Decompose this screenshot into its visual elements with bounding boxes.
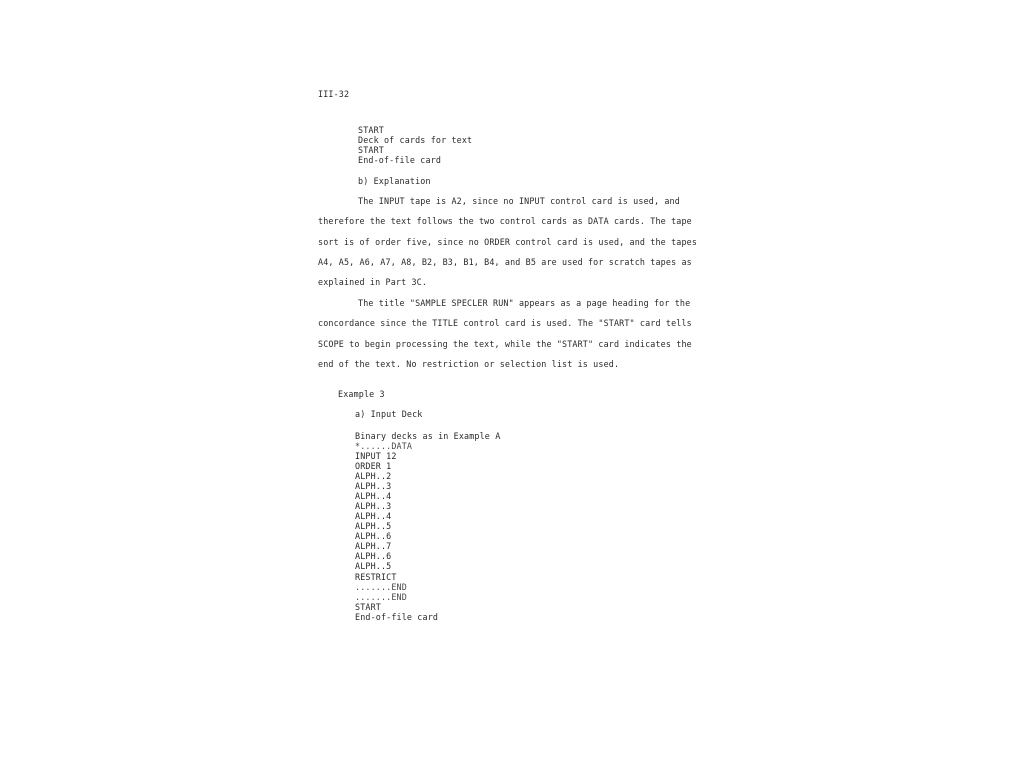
deck-a-line: Deck of cards for text xyxy=(358,135,473,145)
paragraph-line: end of the text. No restriction or selection list is used. xyxy=(318,359,620,369)
paragraph-line: concordance since the TITLE control card is used. The "START" card tells xyxy=(318,318,692,328)
deck-b-line: .......END xyxy=(355,592,407,602)
deck-b-line: ALPH..5 xyxy=(355,561,392,571)
paragraph-line: sort is of order five, since no ORDER control card is used, and the tapes xyxy=(318,237,698,247)
paragraph-line: A4, A5, A6, A7, A8, B2, B3, B1, B4, and B5 are used for scratch tapes as xyxy=(318,257,692,267)
explanation-heading: b) Explanation xyxy=(358,176,431,186)
paragraph-line: The title "SAMPLE SPECLER RUN" appears as a page heading for the xyxy=(358,298,691,308)
deck-a-line: START xyxy=(358,125,384,135)
deck-b-line: Binary decks as in Example A xyxy=(355,431,501,441)
deck-b-line: .......END xyxy=(355,582,407,592)
paragraph-line: explained in Part 3C. xyxy=(318,277,428,287)
deck-b-line: ALPH..6 xyxy=(355,531,392,541)
page-number: III-32 xyxy=(318,89,350,99)
input-deck-heading: a) Input Deck xyxy=(355,409,423,419)
deck-a-line: End-of-file card xyxy=(358,155,442,165)
paragraph-line: therefore the text follows the two control cards as DATA cards. The tape xyxy=(318,216,692,226)
deck-b-line: ALPH..4 xyxy=(355,491,392,501)
deck-b-line: INPUT 12 xyxy=(355,451,397,461)
deck-b-line: ALPH..4 xyxy=(355,511,392,521)
deck-b-line: RESTRICT xyxy=(355,572,397,582)
deck-b-line: ALPH..3 xyxy=(355,501,392,511)
deck-b-line: ALPH..7 xyxy=(355,541,392,551)
deck-b-line: ALPH..3 xyxy=(355,481,392,491)
example-heading: Example 3 xyxy=(338,389,385,399)
paragraph-line: The INPUT tape is A2, since no INPUT control card is used, and xyxy=(358,196,680,206)
deck-b-line: *......DATA xyxy=(355,441,413,451)
deck-a-line: START xyxy=(358,145,384,155)
deck-b-line: End-of-file card xyxy=(355,612,439,622)
paragraph-line: SCOPE to begin processing the text, while the "START" card indicates the xyxy=(318,339,692,349)
deck-b-line: START xyxy=(355,602,381,612)
deck-b-line: ALPH..6 xyxy=(355,551,392,561)
deck-b-line: ORDER 1 xyxy=(355,461,392,471)
deck-b-line: ALPH..5 xyxy=(355,521,392,531)
deck-b-line: ALPH..2 xyxy=(355,471,392,481)
